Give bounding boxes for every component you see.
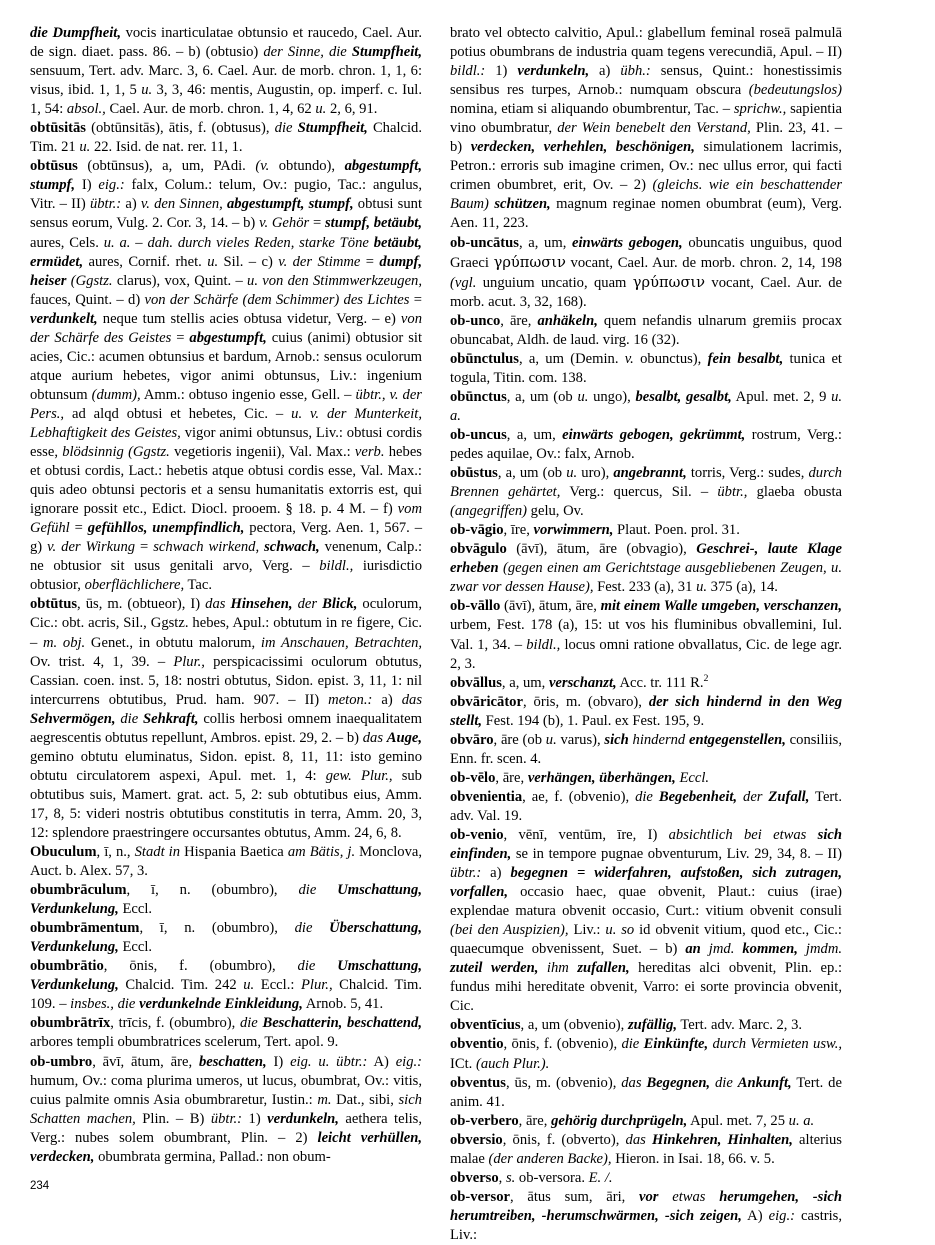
dictionary-entry: obtūsitās (obtūnsitās), ātis, f. (obtusus), die Stumpfheit, Chalcid. Tim. 21 u. 22. Isid. de nat. rer. 11, 1. (30, 120, 422, 156)
dictionary-entry: obumbrātrīx, trīcis, f. (obumbro), die Beschatterin, beschattend, arbores templi obumbratrices scelerum, Tert. apol. 9. (30, 1015, 422, 1051)
dictionary-entry: obversio, ōnis, f. (obverto), das Hinkehren, Hinhalten, alterius malae (der anderen Backe), Hieron. in Isai. 18, 66. v. 5. (450, 1131, 842, 1167)
dictionary-entry: ob-vāgio, īre, vorwimmern, Plaut. Poen. prol. 31. (450, 522, 740, 539)
dictionary-entry: ob-verbero, āre, gehörig durchprügeln, Apul. met. 7, 25 u. a. (450, 1112, 815, 1129)
dictionary-entry: ob-vēlo, āre, verhängen, überhängen, Eccl. (450, 769, 710, 786)
dictionary-entry: obvāro, āre (ob u. varus), sich hindernd entgegenstellen, consiliis, Enn. fr. scen. 4. (450, 731, 842, 767)
dictionary-entry: obvāgulo (āvī), ātum, āre (obvagio), Geschrei-, laute Klage erheben (gegen einen am Gerichtstage ausgebliebenen Zeugen, u. zwar vor dessen Hause), Fest. 233 (a), 31 u. 375 (a), 14. (450, 541, 842, 596)
dictionary-entry: ob-venio, vēnī, ventūm, īre, I) absichtlich bei etwas sich einfinden, se in tempore pugnae obventurum, Liv. 29, 34, 8. – II) übtr.: a) begegnen = widerfahren, aufstoßen, sich zutragen, vorfallen, occasio haec, quae obvenit, Plaut.: cuius (irae) explendae matura obvenit occasio, Curt.: vitium obvenit consuli (bei den Auspizien), Liv.: u. so id obvenit vitium, quod etc., Cic.: quaecumque obvenissent, Suet. – b) an jmd. kommen, jmdm. zuteil werden, ihm zufallen, hereditas alci obvenit, Plin. ep.: fundus mihi hereditate obvenit, Varro: ei sorte provincia obvenit, Cic. (450, 826, 843, 1015)
dictionary-entry: obventīcius, a, um (obvenio), zufällig, Tert. adv. Marc. 2, 3. (450, 1017, 803, 1034)
dictionary-entry: ob-vāllo (āvī), ātum, āre, mit einem Walle umgeben, verschanzen, urbem, Fest. 178 (a), 15: ut vos his fluminibus obvallemini, Iul. Val. 1, 34. – bildl., locus omni ratione obvallatus, Cic. de lege agr. 2, 3. (450, 598, 842, 672)
dictionary-entry: ob-unco, āre, anhäkeln, quem nefandis ulnarum gremiis procax obuncabat, Aldh. de laud. virg. 16 (32). (450, 312, 842, 348)
dictionary-entry: obventus, ūs, m. (obvenio), das Begegnen, die Ankunft, Tert. de anim. 41. (450, 1074, 842, 1110)
dictionary-entry: obtūtus, ūs, m. (obtueor), I) das Hinsehen, der Blick, oculorum, Cic.: obt. acris, Sil., Ggstz. hebes, Apul.: obtutum in re figere, Cic. – m. obj. Genet., in obtutu malorum, im Anschauen, Betrachten, Ov. trist. 4, 1, 39. – Plur., perspicacissimi oculorum obtutus, Cassian. coen. inst. 5, 18: nostri obtutus, Sidon. epist. 3, 11, 1: nil intercurrens obtutibus, Prud. ham. 907. – II) meton.: a) das Sehvermögen, die Sehkraft, collis herbosi omnem inaequalitatem aegrescentis obtutus repellunt, Ambros. epist. 29, 2. – b) das Auge, gemino obtutu eluminatus, Sidon. epist. 8, 11, 11: isto gemino obtutu circulatorem aspexi, Apul. met. 1, 4: gew. Plur., sub obtutibus suis, Mamert. grat. act. 5, 2: sub obtutibus eius, Amm. 17, 8, 5: videri nostris obtutibus constitutis in terra, Amm. 20, 3, 12: splendore praestringere occursantes obtutus, Amm. 24, 6, 8. (30, 596, 423, 841)
dictionary-entry: obvenientia, ae, f. (obvenio), die Begebenheit, der Zufall, Tert. adv. Val. 19. (450, 788, 842, 824)
dictionary-entry: ob-uncus, a, um, einwärts gebogen, gekrümmt, rostrum, Verg.: pedes aquilae, Ov.: falx, Arnob. (450, 426, 842, 463)
dictionary-entry: ob-versor, ātus sum, āri, vor etwas herumgehen, -sich herumtreiben, -herumschwärmen, -sich zeigen, A) eig.: castris, Liv.: (450, 1188, 842, 1243)
dictionary-entry: die Dumpfheit, vocis inarticulatae obtunsio et raucedo, Cael. Aur. de sign. diaet. pass. 86. – b) (obtusio) der Sinne, die Stumpfheit, sensuum, Tert. adv. Marc. 3, 6. Cael. Aur. de morb. chron. 1, 1, 6: visus, ibid. 1, 1, 5 u. 3, 3, 46: mentis, Augustin, op. imperf. c. Iul. 1, 54: absol., Cael. Aur. de morb. chron. 1, 4, 62 u. 2, 6, 91. (30, 25, 422, 118)
dictionary-entry: obventio, ōnis, f. (obvenio), die Einkünfte, durch Vermieten usw., ICt. (auch Plur.). (450, 1036, 842, 1072)
dictionary-entry: brato vel obtecto calvitio, Apul.: glabellum feminal roseā palmulā potius obumbrans de industria quam tegens verecundiā, Apul. – II) bildl.: 1) verdunkeln, a) übh.: sensus, Quint.: honestissimis sensibus res turpes, Arnob.: numquam obscura (bedeutungslos) nomina, etiam si aliquando obumbrentur, Tac. – sprichw., sapientia vino obumbratur, der Wein benebelt den Verstand, Plin. 23, 41. – b) verdecken, verhehlen, beschönigen, simulationem lacrimis, Petron.: erroris sub imagine crimen, Ov.: nec ullus error, qui facti crimen obumbret, erit, Ov. – 2) (gleichs. wie ein beschattender Baum) schützen, magnum reginae nomen obumbrat (eum), Verg. Aen. 11, 223. (450, 25, 843, 232)
dictionary-entry: obumbrāmentum, ī, n. (obumbro), die Überschattung, Verdunkelung, Eccl. (30, 920, 422, 956)
dictionary-entry: obūstus, a, um (ob u. uro), angebrannt, torris, Verg.: sudes, durch Brennen gehärtet, Verg.: quercus, Sil. – übtr., glaeba obusta (angegriffen) gelu, Ov. (450, 465, 842, 520)
dictionary-entry: ob-umbro, āvī, ātum, āre, beschatten, I) eig. u. übtr.: A) eig.: humum, Ov.: coma plurima umeros, ut lucus, obumbrat, Ov.: vitis, cuius palmite omnis Asia obumbraretur, Iustin.: m. Dat., sibi, sich Schatten machen, Plin. – B) übtr.: 1) verdunkeln, aethera telis, Verg.: nubes solem obumbrant, Plin. – 2) leicht verhüllen, verdecken, obumbrata germina, Pallad.: non obum- (30, 1053, 423, 1165)
dictionary-entry: Obuculum, ī, n., Stadt in Hispania Baetica am Bätis, j. Monclova, Auct. b. Alex. 57, 3. (30, 844, 422, 880)
dictionary-entry: obumbrātio, ōnis, f. (obumbro), die Umschattung, Verdunkelung, Chalcid. Tim. 242 u. Eccl.: Plur., Chalcid. Tim. 109. – insbes., die verdunkelnde Einkleidung, Arnob. 5, 41. (30, 958, 422, 1013)
dictionary-entry: obūnctus, a, um (ob u. ungo), besalbt, gesalbt, Apul. met. 2, 9 u. a. (450, 388, 843, 424)
page-columns (30, 24, 905, 1245)
dictionary-entry: obvāricātor, ōris, m. (obvaro), der sich hindernd in den Weg stellt, Fest. 194 (b), 1. Paul. ex Fest. 195, 9. (450, 693, 842, 729)
dictionary-entry: obvāllus, a, um, verschanzt, Acc. tr. 111 R.$^2$ (450, 672, 709, 691)
dictionary-entry: obverso, s. ob-versora. E. /. (450, 1169, 613, 1186)
page-number: 234 (30, 1180, 50, 1192)
dictionary-entry: ob-uncātus, a, um, einwärts gebogen, obuncatis unguibus, quod Graeci γρύπωσιν vocant, Cael. Aur. de morb. chron. 2, 14, 198 (vgl. unguium uncatio, quam γρύπωσιν vocant, Cael. Aur. de morb. acut. 3, 32, 168). (450, 234, 843, 310)
left-text-column (30, 24, 422, 1245)
dictionary-entry: obumbrāculum, ī, n. (obumbro), die Umschattung, Verdunkelung, Eccl. (30, 882, 422, 918)
right-text-column (450, 24, 842, 1245)
dictionary-entry: obūnctulus, a, um (Demin. v. obunctus), fein besalbt, tunica et togula, Titin. com. 138. (450, 350, 842, 386)
dictionary-entry: obtūsus (obtūnsus), a, um, PAdi. (v. obtundo), abgestumpft, stumpf, I) eig.: falx, Colum.: telum, Ov.: pugio, Tac.: angulus, Vitr. – II) übtr.: a) v. den Sinnen, abgestumpft, stumpf, obtusi sunt sensus eorum, Vulg. 2. Cor. 3, 14. – b) v. Gehör = stumpf, betäubt, aures, Cels. u. a. – dah. durch vieles Reden, starke Töne betäubt, ermüdet, aures, Cornif. rhet. u. Sil. – c) v. der Stimme = dumpf, heiser (Ggstz. clarus), vox, Quint. – u. von den Stimmwerkzeugen, fauces, Quint. – d) von der Schärfe (dem Schimmer) des Lichtes = verdunkelt, neque tum stellis acies obtusa videtur, Verg. – e) von der Schärfe des Geistes = abgestumpft, cuius (animi) obtusior sit acies, Cic.: acumen obtunsius et bardum, Arnob.: sensus oculorum atque aurium hebetes, vigor animi obtunsus, Liv.: ingenium obtunsum (dumm), Amm.: obtuso ingenio esse, Gell. – übtr., v. der Pers., ad alqd obtusi et hebetes, Cic. – u. v. der Munterkeit, Lebhaftigkeit des Geistes, vigor animi obtunsus, Liv.: obtusi cordis esse, blödsinnig (Ggstz. vegetioris ingenii), Val. Max.: verb. hebes et obtusi cordis, Lact.: hebetis atque obtusi cordis esse, Val. Max.: quis adeo obtunsi pectoris et a sensu humanitatis extorris est, qui ignorare possit etc., Edict. Diocl. prooem. § 18. p. 4 M. – f) vom Gefühl = gefühllos, unempfindlich, pectora, Verg. Aen. 1, 567. – g) v. der Wirkung = schwach wirkend, schwach, venenum, Calp.: ne obtusior sit usus genitali arvo, Verg. – bildl., iurisdictio obtusior, oberflächlichere, Tac. (30, 158, 423, 594)
